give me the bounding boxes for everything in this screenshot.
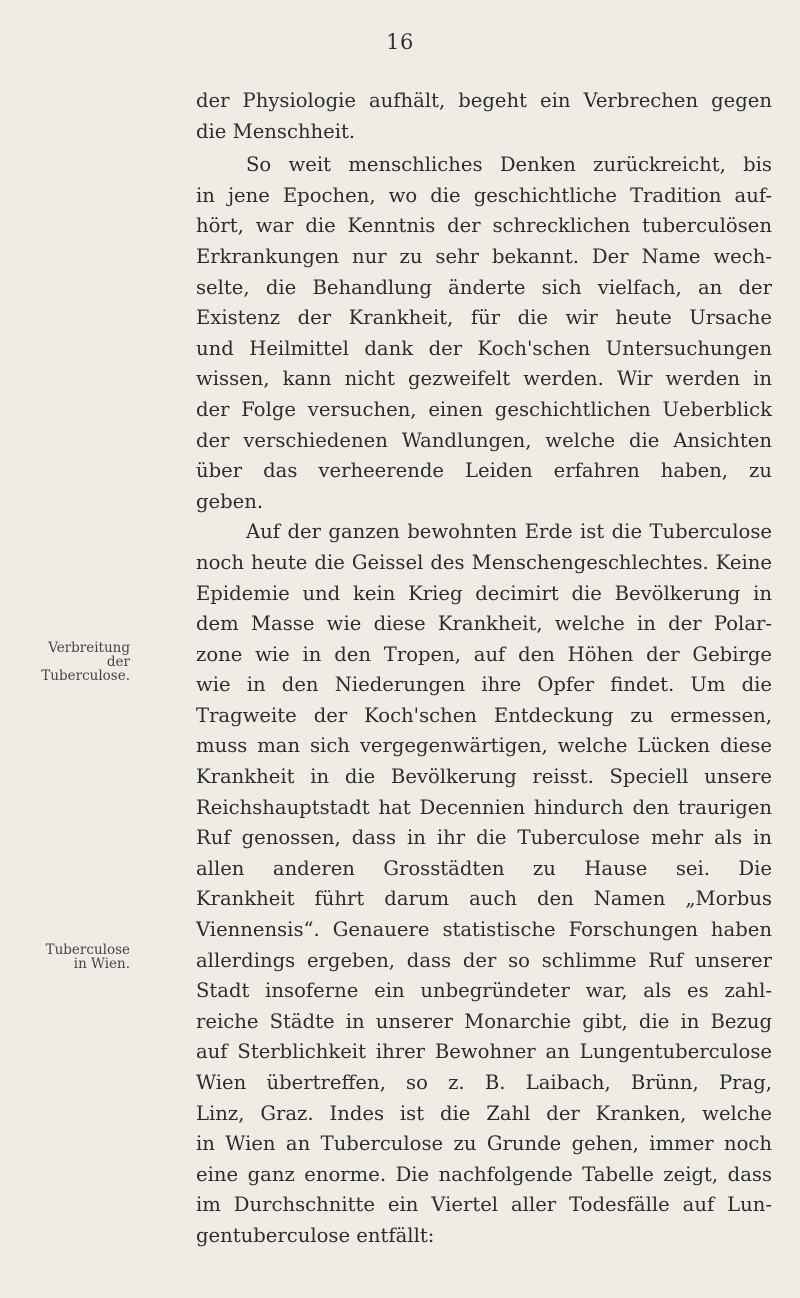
text-line: Tragweite der Koch'schen Entdeckung zu ermessen, <box>196 703 772 727</box>
margin-note-line: Tuberculose. <box>41 668 130 684</box>
text-line: allerdings ergeben, dass der so schlimme Ruf unserer <box>196 948 772 972</box>
text-line: Stadt insoferne ein unbegründeter war, als es zahl- <box>196 979 772 1003</box>
text-line: zone wie in den Tropen, auf den Höhen der Gebirge <box>196 642 772 666</box>
text-line: über das verheerende Leiden erfahren haben, zu <box>196 459 772 483</box>
margin-note-tuberculose-in-wien <box>6 943 130 971</box>
margin-note-line: der <box>106 654 130 670</box>
text-line: gentuberculose entfällt: <box>196 1223 435 1247</box>
text-line: in jene Epochen, wo die geschichtliche Tradition auf- <box>196 183 772 207</box>
text-line: wissen, kann nicht gezweifelt werden. Wir werden in <box>196 367 772 391</box>
text-line: und Heilmittel dank der Koch'schen Untersuchungen <box>196 336 772 360</box>
text-line: reiche Städte in unserer Monarchie gibt, die in Bezug <box>196 1009 772 1033</box>
margin-note-line: in Wien. <box>73 956 130 972</box>
text-line: Krankheit in die Bevölkerung reisst. Speciell unsere <box>196 765 772 789</box>
text-line: die Menschheit. <box>196 119 356 143</box>
text-line: Auf der ganzen bewohnten Erde ist die Tuberculose <box>246 520 772 544</box>
margin-note-verbreitung <box>6 641 130 683</box>
text-line: der verschiedenen Wandlungen, welche die Ansichten <box>196 428 772 452</box>
text-line: Reichshauptstadt hat Decennien hindurch den traurigen <box>196 795 772 819</box>
text-line: geben. <box>196 489 264 513</box>
text-line: Wien übertreffen, so z. B. Laibach, Brünn, Prag, <box>196 1071 772 1094</box>
text-line: So weit menschliches Denken zurückreicht, bis <box>246 153 772 177</box>
text-line: Epidemie und kein Krieg decimirt die Bevölkerung in <box>196 581 772 605</box>
text-line: selte, die Behandlung änderte sich vielfach, an der <box>196 275 772 299</box>
text-line: Erkrankungen nur zu sehr bekannt. Der Name wech- <box>196 244 772 268</box>
text-line: Krankheit führt darum auch den Namen „Morbus <box>196 887 772 911</box>
text-line: Viennensis“. Genauere statistische Forschungen haben <box>196 918 772 942</box>
text-line: Ruf genossen, dass in ihr die Tuberculose mehr als in <box>196 826 772 850</box>
text-line: allen anderen Grosstädten zu Hause sei. Die <box>196 856 772 880</box>
body-text <box>196 86 772 1252</box>
text-line: hört, war die Kenntnis der schrecklichen tuberculösen <box>196 214 772 238</box>
text-line: wie in den Niederungen ihre Opfer findet. Um die <box>196 673 772 697</box>
text-line: eine ganz enorme. Die nachfolgende Tabelle zeigt, dass <box>196 1162 772 1186</box>
text-line: im Durchschnitte ein Viertel aller Todesfälle auf Lun- <box>196 1193 772 1217</box>
text-line: noch heute die Geissel des Menschengeschlechtes. Keine <box>196 550 772 574</box>
margin-note-line: Tuberculose <box>45 942 130 958</box>
text-line: muss man sich vergegenwärtigen, welche Lücken diese <box>196 734 772 758</box>
text-line: Existenz der Krankheit, für die wir heute Ursache <box>196 306 772 330</box>
text-line: auf Sterblichkeit ihrer Bewohner an Lungentuberculose <box>196 1040 772 1064</box>
text-line: dem Masse wie diese Krankheit, welche in der Polar- <box>196 612 772 636</box>
text-line: der Physiologie aufhält, begeht ein Verbrechen gegen <box>196 89 772 112</box>
text-line: in Wien an Tuberculose zu Grunde gehen, immer noch <box>196 1132 772 1156</box>
page-number: 16 <box>386 30 414 54</box>
margin-note-line: Verbreitung <box>48 640 130 656</box>
text-line: Linz, Graz. Indes ist die Zahl der Kranken, welche <box>196 1101 772 1125</box>
text-line: der Folge versuchen, einen geschichtlichen Ueberblick <box>196 397 772 421</box>
